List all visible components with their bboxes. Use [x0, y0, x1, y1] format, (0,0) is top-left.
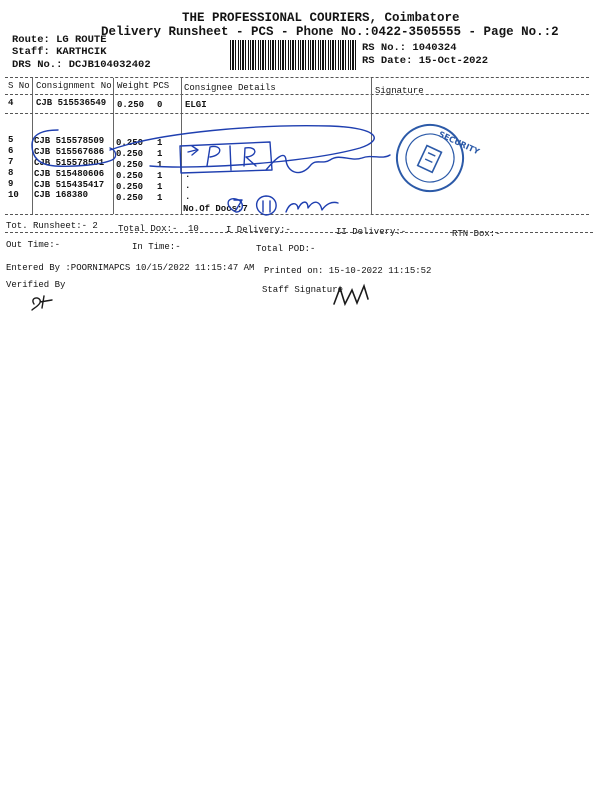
column-header-consignee: Consignee Details — [184, 83, 276, 93]
total-dox-label: Total Dox:- — [118, 224, 178, 234]
row-consignment: CJB 515578509 — [34, 136, 105, 146]
row-weight: 0.250 — [116, 193, 144, 203]
column-header-signature: Signature — [375, 86, 424, 96]
row-weight: 0.250 — [116, 182, 144, 192]
row-pcs: 1 — [157, 193, 163, 203]
rtn-dox: RTN Dox:- — [452, 229, 501, 239]
ink-loop — [110, 126, 374, 167]
row-pcs: 1 — [157, 138, 163, 148]
ii-delivery: II Delivery:- — [336, 227, 407, 237]
column-header-consignment: Consignment No — [36, 81, 112, 91]
total-pod: Total POD:- — [256, 244, 316, 254]
runsheet-title: Delivery Runsheet - PCS - Phone No.:0422-3505555 - Page No.:2 — [101, 25, 559, 39]
row-consignee: . — [185, 181, 191, 191]
row-pcs: 1 — [157, 160, 163, 170]
docs-count-mark — [234, 200, 242, 210]
drs-number: DRS No.: DCJB104032402 — [12, 59, 151, 71]
row-pcs: 1 — [157, 182, 163, 192]
row-consignment: CJB 515480606 — [34, 169, 105, 179]
row-pcs: 1 — [157, 149, 163, 159]
row-pcs: 1 — [157, 171, 163, 181]
row-consignment: CJB 515578501 — [34, 158, 105, 168]
company-title: THE PROFESSIONAL COURIERS, Coimbatore — [182, 11, 460, 25]
row-sno: 5 — [8, 135, 14, 145]
row-consignment: CJB 515536549 — [36, 98, 107, 108]
printed-on: Printed on: 15-10-2022 11:15:52 — [264, 266, 432, 276]
row-sno: 7 — [8, 157, 14, 167]
signature-squiggle — [266, 155, 390, 173]
row-sno: 10 — [8, 190, 19, 200]
circled-letter — [257, 196, 277, 215]
row-consignee: . — [185, 192, 191, 202]
handwritten-slash — [230, 146, 231, 170]
verified-signature-scribble — [32, 296, 52, 310]
column-header-weight: Weight — [117, 81, 150, 91]
staff-signature-scribble — [334, 286, 368, 304]
row-weight: 0.250 — [117, 100, 145, 110]
row-weight: 0.250 — [116, 171, 144, 181]
security-stamp — [386, 114, 474, 202]
entered-by: Entered By :POORNIMAPCS 10/15/2022 11:15:47 AM — [6, 263, 255, 273]
handwritten-p — [207, 146, 220, 166]
column-header-pcs: PCS — [153, 81, 170, 91]
row-sno: 6 — [8, 146, 14, 156]
route-label: Route: LG ROUTE — [12, 34, 107, 46]
total-dox-value: 10 — [188, 224, 199, 234]
handwritten-word — [286, 202, 338, 212]
handwritten-loop-left — [228, 199, 242, 212]
staff-label: Staff: KARTHCIK — [12, 46, 107, 58]
verified-by: Verified By — [6, 280, 66, 290]
in-time: In Time:- — [132, 242, 181, 252]
row-sno: 4 — [8, 98, 14, 108]
row-consignment: CJB 515567686 — [34, 147, 105, 157]
tot-runsheet: Tot. Runsheet:- 2 — [6, 221, 98, 231]
row-weight: 0.250 — [116, 160, 144, 170]
row-pcs: 0 — [157, 100, 163, 110]
row-sno: 8 — [8, 168, 14, 178]
staff-signature-label: Staff Signature — [262, 285, 344, 295]
rs-date: RS Date: 15-Oct-2022 — [362, 55, 489, 67]
rs-number: RS No.: 1040324 — [362, 42, 457, 54]
no-of-docs: No.Of Docs:7 — [183, 204, 248, 214]
row-consignment: CJB 515435417 — [34, 180, 105, 190]
stamp-text: SECURITY — [437, 129, 481, 157]
column-header-sno: S No — [8, 81, 30, 91]
consignment-bracket — [32, 130, 116, 166]
out-time: Out Time:- — [6, 240, 61, 250]
row-consignee: . — [185, 170, 191, 180]
row-consignment: CJB 168380 — [34, 190, 89, 200]
i-delivery: I Delivery:- — [226, 225, 291, 235]
row-weight: 0.250 — [116, 138, 144, 148]
arrow-stroke — [188, 150, 196, 152]
row-weight: 0.250 — [116, 149, 144, 159]
row-consignee: ELGI — [185, 100, 207, 110]
row-sno: 9 — [8, 179, 14, 189]
